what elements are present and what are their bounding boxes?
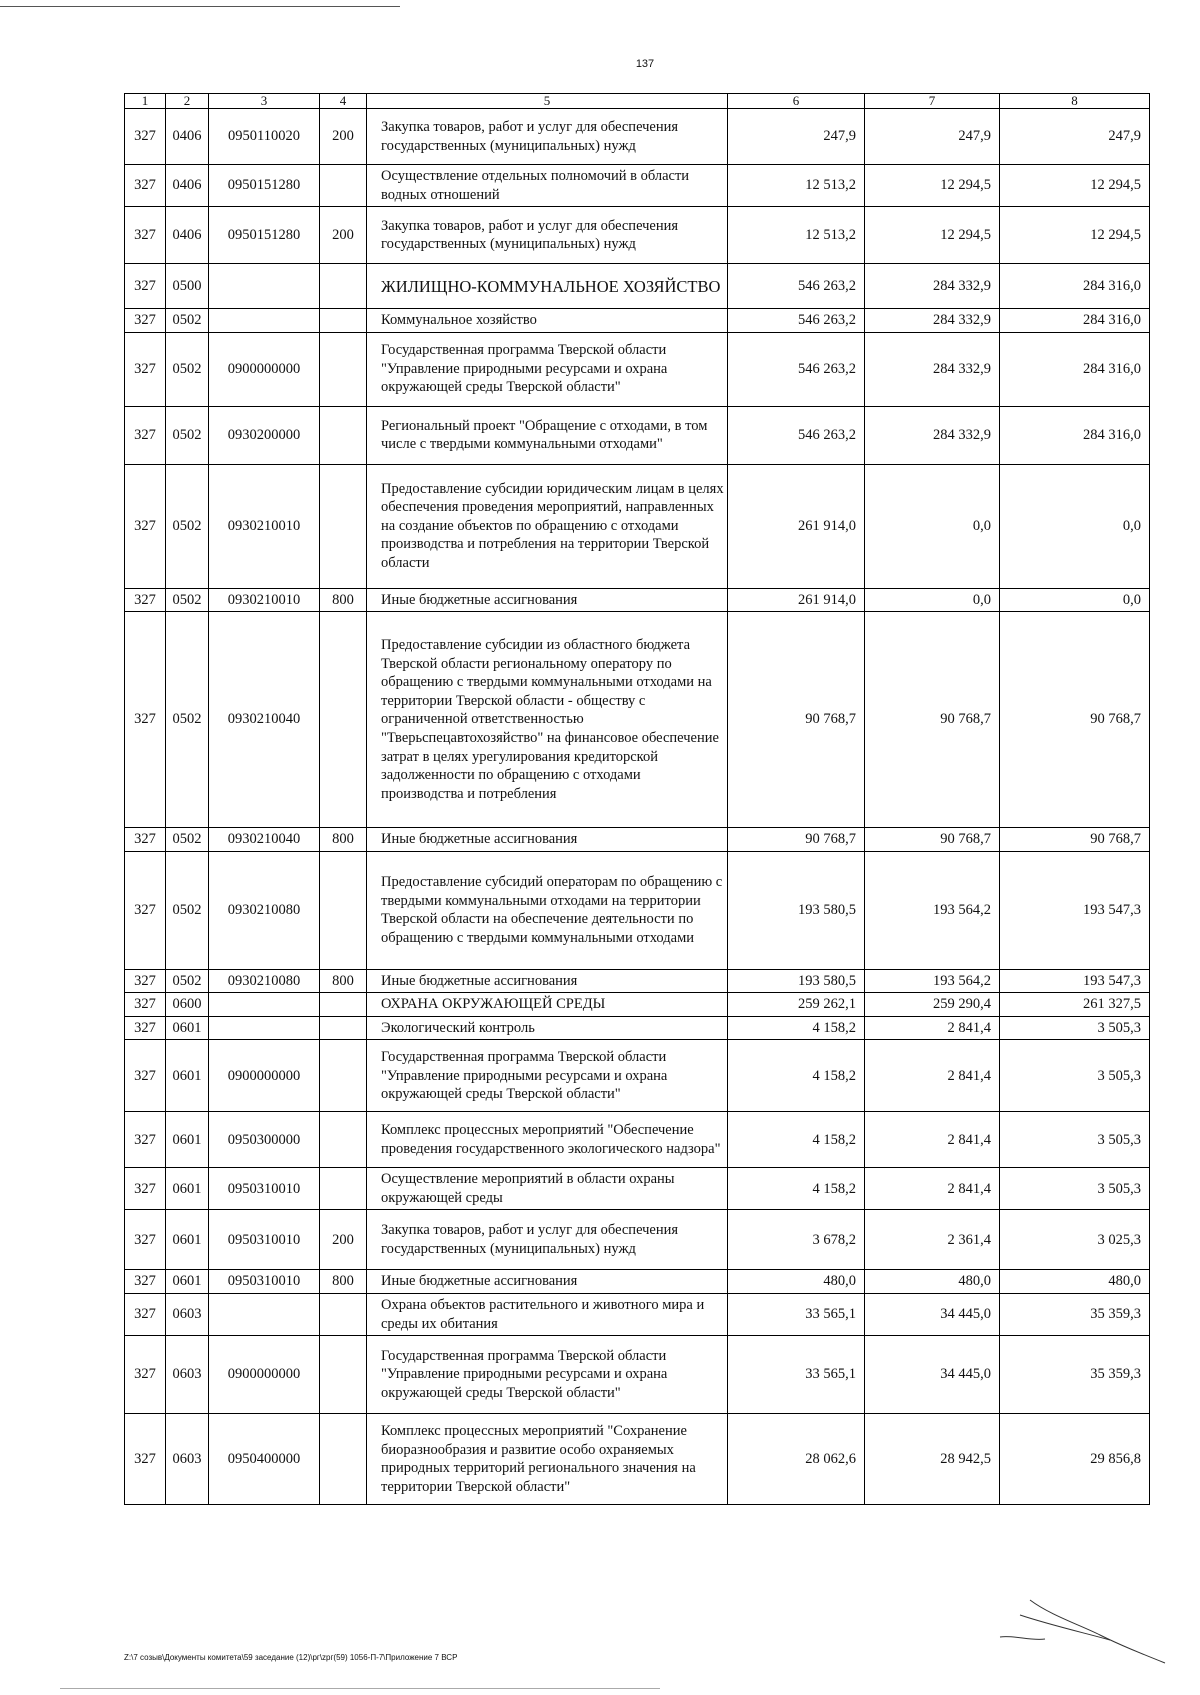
budget-table — [124, 93, 1150, 1505]
amount-year-3-cell: 29 856,8 — [1000, 1414, 1150, 1505]
amount-year-1-cell: 546 263,2 — [728, 309, 865, 333]
expense-type-code-cell: 200 — [320, 109, 367, 165]
expense-type-code-cell — [320, 1414, 367, 1505]
target-article-code-cell: 0950151280 — [209, 165, 320, 207]
section-code-cell: 0502 — [166, 406, 209, 464]
description-cell: Осуществление мероприятий в области охраны окружающей среды — [367, 1168, 728, 1210]
chapter-code-cell: 327 — [125, 207, 166, 264]
section-code-cell: 0406 — [166, 109, 209, 165]
column-header-2: 2 — [166, 94, 209, 109]
amount-year-2-cell: 259 290,4 — [865, 993, 1000, 1017]
table-row — [125, 1016, 1150, 1040]
amount-year-3-cell: 3 505,3 — [1000, 1112, 1150, 1168]
target-article-code-cell — [209, 1294, 320, 1336]
amount-year-1-cell: 4 158,2 — [728, 1016, 865, 1040]
expense-type-code-cell: 200 — [320, 1210, 367, 1270]
description-cell: Предоставление субсидии из областного бюджета Тверской области региональному оператору по обращению с твердыми коммунальными отходами на территории Тверской области - обществу с ограниченной ответственностью "Тверьспецавтохозяйство" на финансовое обеспечение затрат в целях урегулирования кредиторской задолженности по обращению с отходами производства и потребления — [367, 612, 728, 828]
amount-year-1-cell: 193 580,5 — [728, 969, 865, 993]
description-cell: Закупка товаров, работ и услуг для обеспечения государственных (муниципальных) нужд — [367, 207, 728, 264]
expense-type-code-cell — [320, 165, 367, 207]
section-code-cell: 0601 — [166, 1210, 209, 1270]
target-article-code-cell — [209, 309, 320, 333]
amount-year-3-cell: 12 294,5 — [1000, 207, 1150, 264]
table-row — [125, 828, 1150, 852]
chapter-code-cell: 327 — [125, 851, 166, 969]
amount-year-2-cell: 90 768,7 — [865, 828, 1000, 852]
column-header-1: 1 — [125, 94, 166, 109]
amount-year-1-cell: 546 263,2 — [728, 406, 865, 464]
chapter-code-cell: 327 — [125, 1294, 166, 1336]
section-code-cell: 0502 — [166, 309, 209, 333]
section-code-cell: 0603 — [166, 1414, 209, 1505]
table-row — [125, 1040, 1150, 1112]
target-article-code-cell: 0930210040 — [209, 828, 320, 852]
description-cell: Иные бюджетные ассигнования — [367, 1270, 728, 1294]
expense-type-code-cell — [320, 612, 367, 828]
amount-year-1-cell: 247,9 — [728, 109, 865, 165]
description-cell: Государственная программа Тверской области "Управление природными ресурсами и охрана окружающей среды Тверской области" — [367, 1040, 728, 1112]
chapter-code-cell: 327 — [125, 109, 166, 165]
section-code-cell: 0502 — [166, 464, 209, 588]
amount-year-3-cell: 480,0 — [1000, 1270, 1150, 1294]
expense-type-code-cell: 800 — [320, 1270, 367, 1294]
expense-type-code-cell — [320, 1168, 367, 1210]
target-article-code-cell: 0930210080 — [209, 969, 320, 993]
amount-year-3-cell: 90 768,7 — [1000, 612, 1150, 828]
section-code-cell: 0502 — [166, 828, 209, 852]
amount-year-1-cell: 28 062,6 — [728, 1414, 865, 1505]
amount-year-2-cell: 480,0 — [865, 1270, 1000, 1294]
amount-year-3-cell: 193 547,3 — [1000, 851, 1150, 969]
expense-type-code-cell: 200 — [320, 207, 367, 264]
description-cell: Государственная программа Тверской области "Управление природными ресурсами и охрана окружающей среды Тверской области" — [367, 1336, 728, 1414]
bottom-rule — [60, 1688, 660, 1689]
table-row — [125, 464, 1150, 588]
target-article-code-cell: 0930200000 — [209, 406, 320, 464]
amount-year-2-cell: 90 768,7 — [865, 612, 1000, 828]
table-row — [125, 332, 1150, 406]
column-header-8: 8 — [1000, 94, 1150, 109]
expense-type-code-cell — [320, 1112, 367, 1168]
description-cell: Иные бюджетные ассигнования — [367, 828, 728, 852]
amount-year-3-cell: 0,0 — [1000, 464, 1150, 588]
amount-year-2-cell: 0,0 — [865, 588, 1000, 612]
chapter-code-cell: 327 — [125, 1336, 166, 1414]
chapter-code-cell: 327 — [125, 1040, 166, 1112]
section-code-cell: 0502 — [166, 851, 209, 969]
amount-year-3-cell: 247,9 — [1000, 109, 1150, 165]
expense-type-code-cell — [320, 264, 367, 309]
table-row — [125, 1414, 1150, 1505]
amount-year-1-cell: 12 513,2 — [728, 165, 865, 207]
table-row — [125, 993, 1150, 1017]
section-code-cell: 0601 — [166, 1168, 209, 1210]
amount-year-3-cell: 284 316,0 — [1000, 309, 1150, 333]
table-row — [125, 969, 1150, 993]
header-row — [125, 94, 1150, 109]
column-header-5: 5 — [367, 94, 728, 109]
amount-year-3-cell: 90 768,7 — [1000, 828, 1150, 852]
table-row — [125, 109, 1150, 165]
amount-year-2-cell: 34 445,0 — [865, 1294, 1000, 1336]
amount-year-1-cell: 4 158,2 — [728, 1112, 865, 1168]
description-cell: Предоставление субсидии юридическим лицам в целях обеспечения проведения мероприятий, направленных на создание объектов по обращению с отходами производства и потребления на территории Тверской области — [367, 464, 728, 588]
amount-year-3-cell: 284 316,0 — [1000, 332, 1150, 406]
expense-type-code-cell — [320, 851, 367, 969]
section-code-cell: 0502 — [166, 969, 209, 993]
expense-type-code-cell — [320, 309, 367, 333]
amount-year-3-cell: 3 505,3 — [1000, 1016, 1150, 1040]
table-row — [125, 1294, 1150, 1336]
amount-year-1-cell: 4 158,2 — [728, 1040, 865, 1112]
amount-year-3-cell: 261 327,5 — [1000, 993, 1150, 1017]
section-code-cell: 0502 — [166, 588, 209, 612]
amount-year-2-cell: 2 361,4 — [865, 1210, 1000, 1270]
amount-year-2-cell: 193 564,2 — [865, 969, 1000, 993]
section-code-cell: 0601 — [166, 1016, 209, 1040]
expense-type-code-cell: 800 — [320, 588, 367, 612]
expense-type-code-cell — [320, 1040, 367, 1112]
table-body — [125, 109, 1150, 1505]
amount-year-3-cell: 284 316,0 — [1000, 406, 1150, 464]
amount-year-1-cell: 193 580,5 — [728, 851, 865, 969]
section-code-cell: 0500 — [166, 264, 209, 309]
chapter-code-cell: 327 — [125, 1112, 166, 1168]
amount-year-2-cell: 12 294,5 — [865, 207, 1000, 264]
table-row — [125, 406, 1150, 464]
signature-mark — [990, 1595, 1170, 1665]
amount-year-2-cell: 0,0 — [865, 464, 1000, 588]
chapter-code-cell: 327 — [125, 309, 166, 333]
table-row — [125, 612, 1150, 828]
chapter-code-cell: 327 — [125, 969, 166, 993]
target-article-code-cell: 0950300000 — [209, 1112, 320, 1168]
chapter-code-cell: 327 — [125, 588, 166, 612]
column-header-4: 4 — [320, 94, 367, 109]
description-cell: Охрана объектов растительного и животного мира и среды их обитания — [367, 1294, 728, 1336]
section-code-cell: 0406 — [166, 207, 209, 264]
amount-year-3-cell: 12 294,5 — [1000, 165, 1150, 207]
section-code-cell: 0600 — [166, 993, 209, 1017]
amount-year-3-cell: 0,0 — [1000, 588, 1150, 612]
chapter-code-cell: 327 — [125, 464, 166, 588]
expense-type-code-cell: 800 — [320, 969, 367, 993]
target-article-code-cell: 0950400000 — [209, 1414, 320, 1505]
column-header-7: 7 — [865, 94, 1000, 109]
amount-year-3-cell: 3 025,3 — [1000, 1210, 1150, 1270]
expense-type-code-cell — [320, 406, 367, 464]
target-article-code-cell: 0930210010 — [209, 588, 320, 612]
target-article-code-cell: 0930210010 — [209, 464, 320, 588]
section-code-cell: 0502 — [166, 612, 209, 828]
description-cell: Государственная программа Тверской области "Управление природными ресурсами и охрана окружающей среды Тверской области" — [367, 332, 728, 406]
chapter-code-cell: 327 — [125, 612, 166, 828]
amount-year-1-cell: 12 513,2 — [728, 207, 865, 264]
chapter-code-cell: 327 — [125, 993, 166, 1017]
expense-type-code-cell — [320, 1016, 367, 1040]
amount-year-2-cell: 34 445,0 — [865, 1336, 1000, 1414]
amount-year-2-cell: 2 841,4 — [865, 1112, 1000, 1168]
table-row — [125, 207, 1150, 264]
expense-type-code-cell — [320, 464, 367, 588]
column-header-3: 3 — [209, 94, 320, 109]
amount-year-2-cell: 193 564,2 — [865, 851, 1000, 969]
amount-year-2-cell: 284 332,9 — [865, 332, 1000, 406]
amount-year-1-cell: 33 565,1 — [728, 1294, 865, 1336]
target-article-code-cell: 0900000000 — [209, 332, 320, 406]
amount-year-1-cell: 261 914,0 — [728, 464, 865, 588]
target-article-code-cell: 0950151280 — [209, 207, 320, 264]
description-cell: Иные бюджетные ассигнования — [367, 588, 728, 612]
amount-year-3-cell: 3 505,3 — [1000, 1168, 1150, 1210]
section-code-cell: 0601 — [166, 1112, 209, 1168]
description-cell: Комплекс процессных мероприятий "Обеспечение проведения государственного экологического надзора" — [367, 1112, 728, 1168]
page-number: 137 — [635, 58, 655, 70]
chapter-code-cell: 327 — [125, 406, 166, 464]
expense-type-code-cell — [320, 332, 367, 406]
amount-year-3-cell: 193 547,3 — [1000, 969, 1150, 993]
description-cell: Осуществление отдельных полномочий в области водных отношений — [367, 165, 728, 207]
chapter-code-cell: 327 — [125, 264, 166, 309]
table-row — [125, 1210, 1150, 1270]
amount-year-2-cell: 284 332,9 — [865, 309, 1000, 333]
description-cell: Коммунальное хозяйство — [367, 309, 728, 333]
table-row — [125, 165, 1150, 207]
amount-year-2-cell: 28 942,5 — [865, 1414, 1000, 1505]
table-row — [125, 588, 1150, 612]
section-code-cell: 0601 — [166, 1270, 209, 1294]
amount-year-2-cell: 12 294,5 — [865, 165, 1000, 207]
amount-year-2-cell: 284 332,9 — [865, 264, 1000, 309]
amount-year-1-cell: 261 914,0 — [728, 588, 865, 612]
table-row — [125, 851, 1150, 969]
amount-year-1-cell: 259 262,1 — [728, 993, 865, 1017]
chapter-code-cell: 327 — [125, 332, 166, 406]
expense-type-code-cell — [320, 993, 367, 1017]
column-header-6: 6 — [728, 94, 865, 109]
amount-year-1-cell: 33 565,1 — [728, 1336, 865, 1414]
amount-year-1-cell: 90 768,7 — [728, 612, 865, 828]
amount-year-3-cell: 35 359,3 — [1000, 1336, 1150, 1414]
amount-year-2-cell: 2 841,4 — [865, 1016, 1000, 1040]
chapter-code-cell: 327 — [125, 1210, 166, 1270]
chapter-code-cell: 327 — [125, 828, 166, 852]
table-row — [125, 264, 1150, 309]
top-rule — [0, 6, 400, 7]
expense-type-code-cell — [320, 1294, 367, 1336]
section-code-cell: 0601 — [166, 1040, 209, 1112]
footer-file-path: Z:\7 созыв\Документы комитета\59 заседание (12)\рг\zрг(59) 1056-П-7\Приложение 7 ВСР — [124, 1653, 458, 1662]
section-code-cell: 0406 — [166, 165, 209, 207]
amount-year-3-cell: 3 505,3 — [1000, 1040, 1150, 1112]
amount-year-2-cell: 247,9 — [865, 109, 1000, 165]
table-row — [125, 1270, 1150, 1294]
section-code-cell: 0502 — [166, 332, 209, 406]
target-article-code-cell: 0950110020 — [209, 109, 320, 165]
amount-year-3-cell: 284 316,0 — [1000, 264, 1150, 309]
amount-year-2-cell: 284 332,9 — [865, 406, 1000, 464]
description-cell: Комплекс процессных мероприятий "Сохранение биоразнообразия и развитие особо охраняемых природных территорий регионального значения на территории Тверской области" — [367, 1414, 728, 1505]
section-code-cell: 0603 — [166, 1336, 209, 1414]
chapter-code-cell: 327 — [125, 1168, 166, 1210]
description-cell: ЖИЛИЩНО-КОММУНАЛЬНОЕ ХОЗЯЙСТВО — [367, 264, 728, 309]
amount-year-1-cell: 90 768,7 — [728, 828, 865, 852]
table-row — [125, 1168, 1150, 1210]
table-row — [125, 309, 1150, 333]
expense-type-code-cell — [320, 1336, 367, 1414]
amount-year-1-cell: 546 263,2 — [728, 264, 865, 309]
amount-year-3-cell: 35 359,3 — [1000, 1294, 1150, 1336]
target-article-code-cell — [209, 1016, 320, 1040]
target-article-code-cell: 0900000000 — [209, 1040, 320, 1112]
table-row — [125, 1112, 1150, 1168]
target-article-code-cell: 0930210080 — [209, 851, 320, 969]
section-code-cell: 0603 — [166, 1294, 209, 1336]
target-article-code-cell: 0950310010 — [209, 1168, 320, 1210]
chapter-code-cell: 327 — [125, 165, 166, 207]
target-article-code-cell: 0950310010 — [209, 1270, 320, 1294]
amount-year-2-cell: 2 841,4 — [865, 1168, 1000, 1210]
description-cell: Закупка товаров, работ и услуг для обеспечения государственных (муниципальных) нужд — [367, 1210, 728, 1270]
target-article-code-cell: 0930210040 — [209, 612, 320, 828]
chapter-code-cell: 327 — [125, 1414, 166, 1505]
description-cell: Закупка товаров, работ и услуг для обеспечения государственных (муниципальных) нужд — [367, 109, 728, 165]
amount-year-1-cell: 3 678,2 — [728, 1210, 865, 1270]
target-article-code-cell — [209, 264, 320, 309]
description-cell: Предоставление субсидий операторам по обращению с твердыми коммунальными отходами на территории Тверской области на обеспечение деятельности по обращению с твердыми коммунальными отходами — [367, 851, 728, 969]
description-cell: Иные бюджетные ассигнования — [367, 969, 728, 993]
description-cell: ОХРАНА ОКРУЖАЮЩЕЙ СРЕДЫ — [367, 993, 728, 1017]
description-cell: Экологический контроль — [367, 1016, 728, 1040]
chapter-code-cell: 327 — [125, 1270, 166, 1294]
expense-type-code-cell: 800 — [320, 828, 367, 852]
target-article-code-cell: 0900000000 — [209, 1336, 320, 1414]
table-row — [125, 1336, 1150, 1414]
amount-year-1-cell: 4 158,2 — [728, 1168, 865, 1210]
description-cell: Региональный проект "Обращение с отходами, в том числе с твердыми коммунальными отходами" — [367, 406, 728, 464]
target-article-code-cell — [209, 993, 320, 1017]
target-article-code-cell: 0950310010 — [209, 1210, 320, 1270]
amount-year-1-cell: 480,0 — [728, 1270, 865, 1294]
chapter-code-cell: 327 — [125, 1016, 166, 1040]
amount-year-1-cell: 546 263,2 — [728, 332, 865, 406]
amount-year-2-cell: 2 841,4 — [865, 1040, 1000, 1112]
